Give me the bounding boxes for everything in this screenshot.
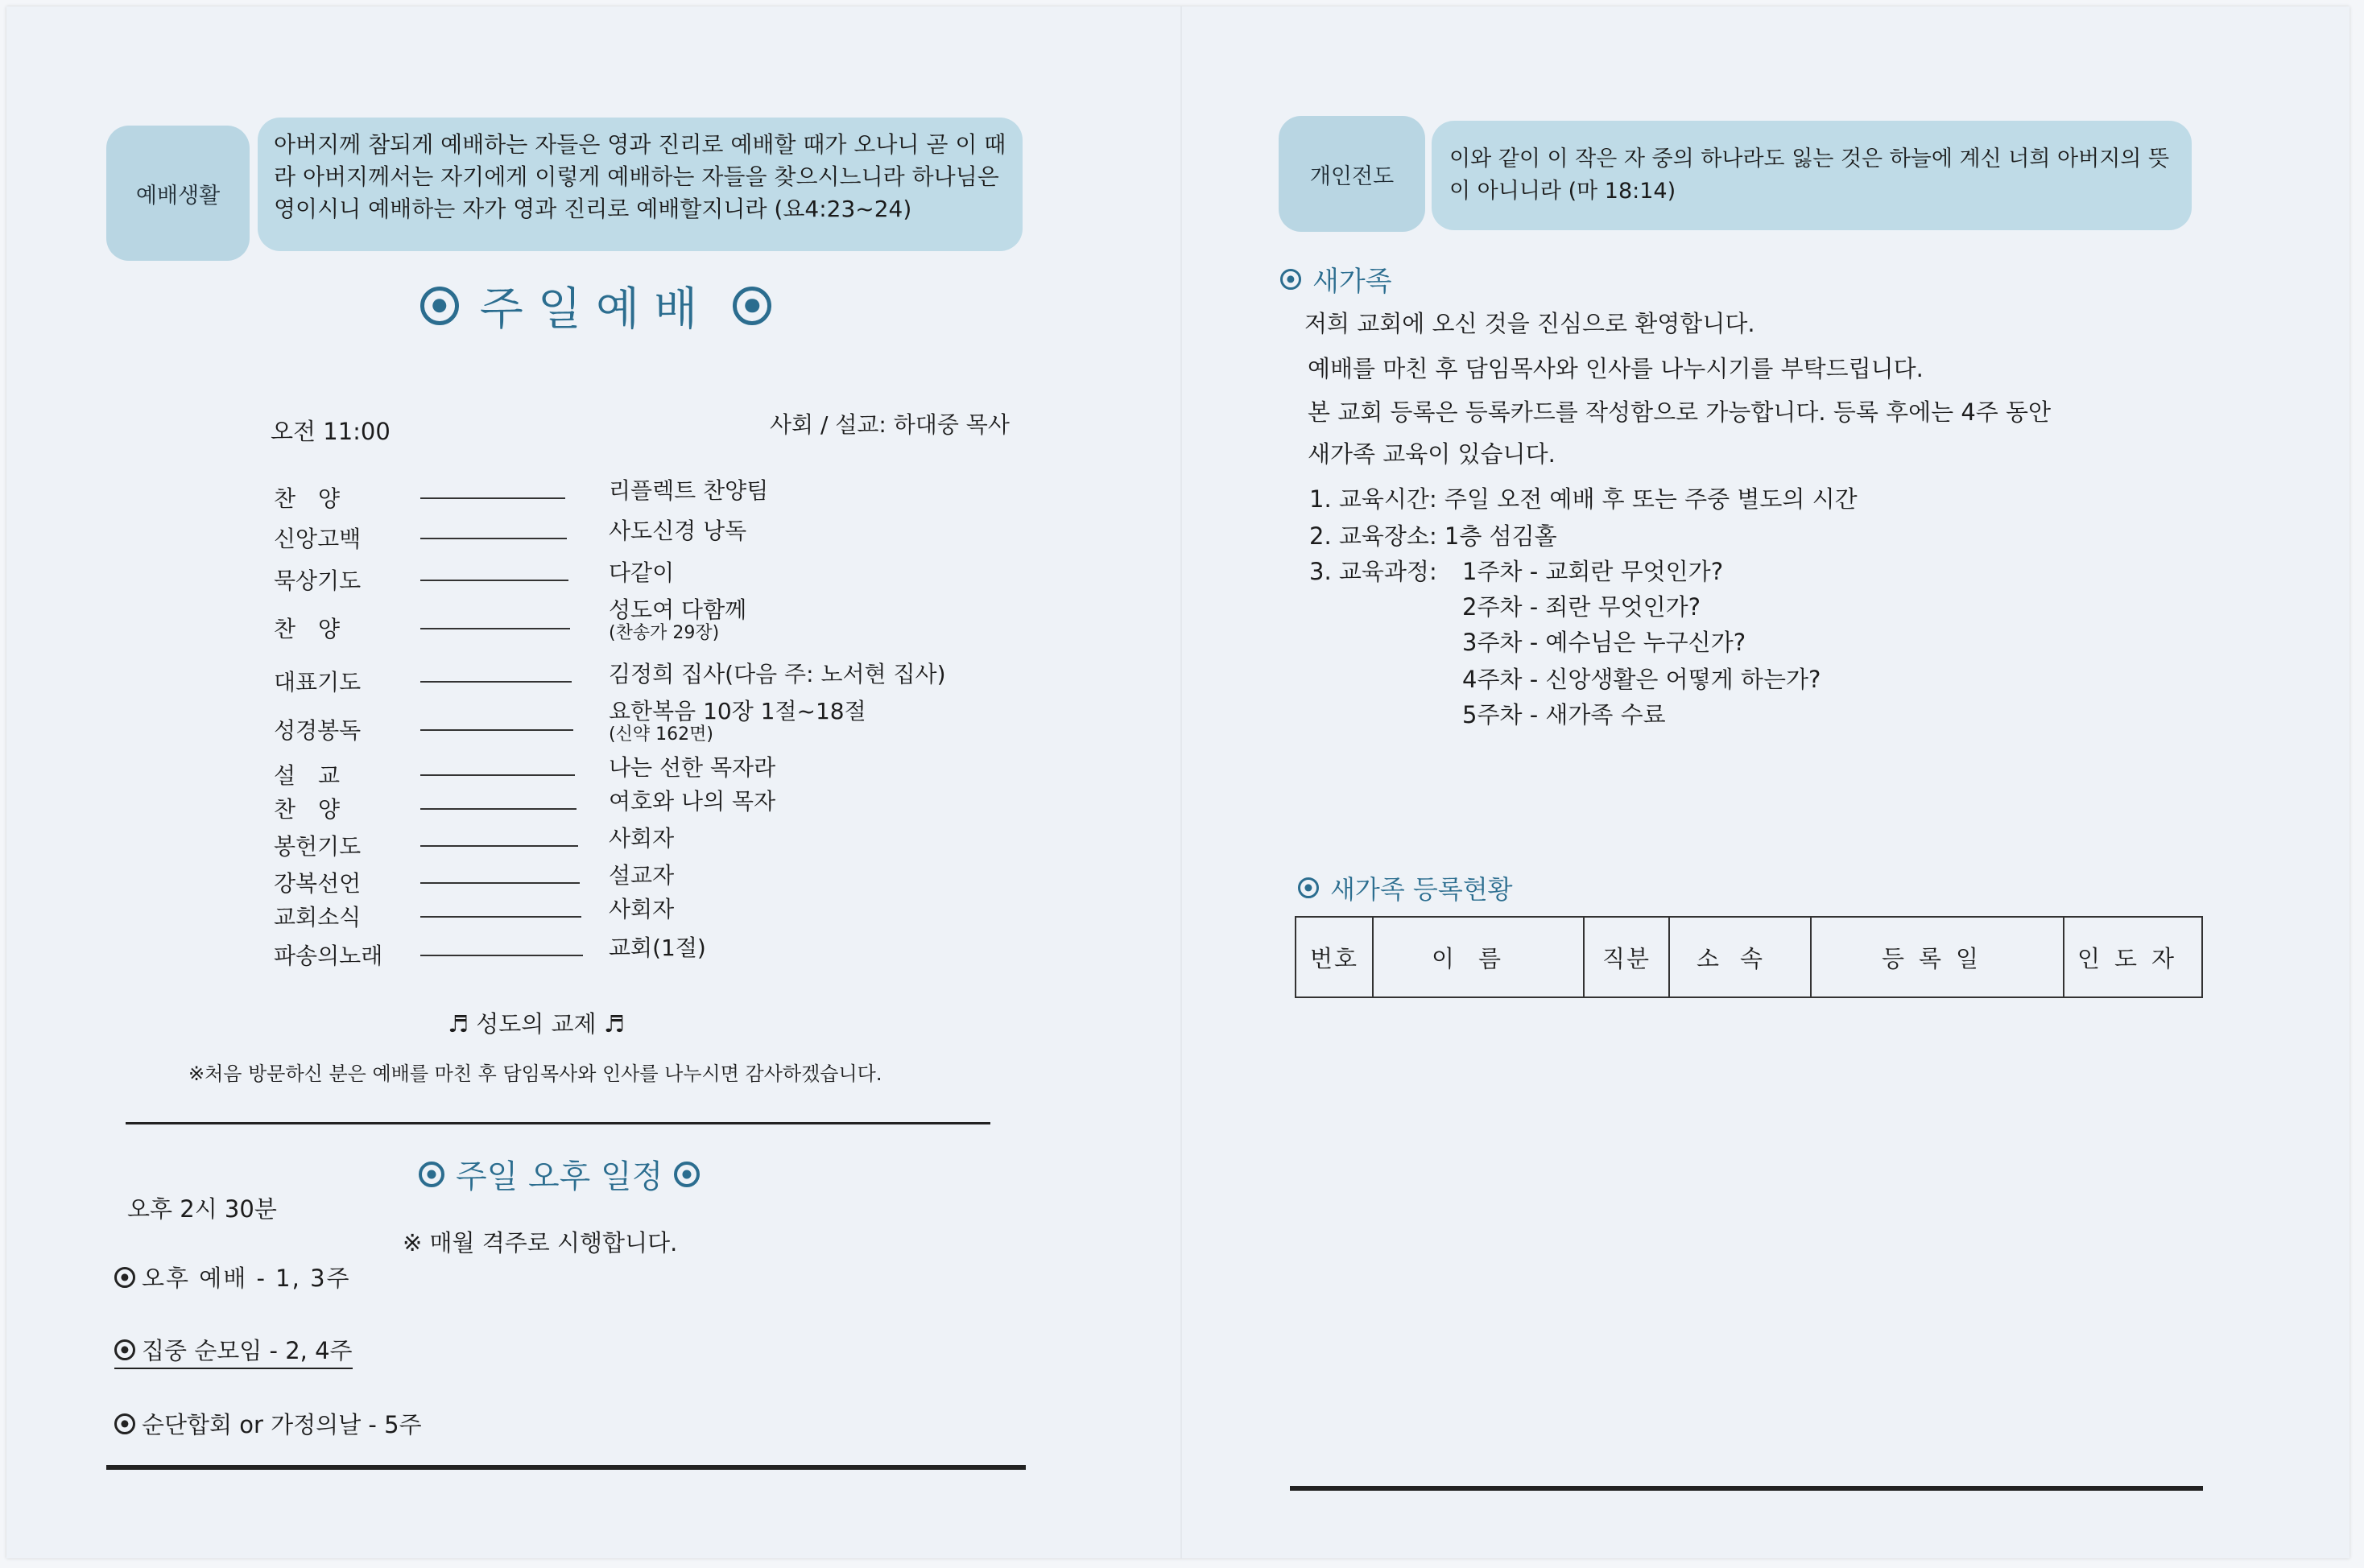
order-value-text: 여호와 나의 목자 [609, 788, 776, 815]
order-value [609, 662, 946, 687]
order-label: 강복선언 [274, 870, 362, 897]
newfamily-line: 예배를 마친 후 담임목사와 인사를 나누시기를 부탁드립니다. [1308, 355, 1924, 382]
bullet-icon [1298, 877, 1319, 898]
order-value-text: 사회자 [609, 825, 675, 852]
afternoon-title-text: 주일 오후 일정 [456, 1158, 663, 1195]
order-value [609, 518, 746, 544]
order-leader-line [420, 497, 565, 499]
order-label: 설 교 [274, 762, 341, 789]
order-leader-line [420, 580, 568, 581]
bullet-icon [419, 1162, 444, 1187]
order-value [609, 935, 706, 961]
registration-table [1295, 916, 2203, 998]
order-value [609, 560, 674, 586]
order-leader-line [420, 681, 572, 683]
newfamily-line: 새가족 교육이 있습니다. [1308, 440, 1556, 468]
bullet-icon [1280, 269, 1301, 290]
order-leader-line [420, 916, 581, 918]
order-value [609, 699, 866, 745]
order-value-text: 설교자 [609, 862, 675, 889]
bullet-icon [420, 287, 459, 325]
col-reg-date: 등록일 [1811, 917, 2064, 997]
fold-line [1180, 6, 1182, 1558]
order-value-text: 사도신경 낭독 [609, 518, 747, 544]
bullet-icon [114, 1339, 135, 1360]
service-time: 오전 11:00 [271, 418, 391, 445]
order-leader-line [420, 808, 577, 810]
education-course: 4주차 - 신앙생활은 어떻게 하는가? [1462, 666, 1821, 693]
newfamily-title-text: 새가족 [1312, 266, 1392, 298]
worship-verse: 아버지께 참되게 예배하는 자들은 영과 진리로 예배할 때가 오나니 곧 이 때라 아버지께서는 자기에게 이렇게 예배하는 자들을 찾으시느니라 하나님은 영이시니 예배하는 자가 영과 진리로 예배할지니라 (요4:23~24) [258, 118, 1023, 251]
education-course: 3주차 - 예수님은 누구신가? [1462, 629, 1746, 656]
bullet-icon [674, 1162, 700, 1187]
afternoon-item [114, 1333, 353, 1369]
order-label: 묵상기도 [274, 567, 362, 594]
order-label: 성경봉독 [274, 717, 362, 744]
afternoon-item-label: 순단합회 or 가정의날 - 5주 [142, 1411, 422, 1438]
order-leader-line [420, 729, 573, 731]
order-value [609, 597, 746, 644]
order-value-text: 김정희 집사(다음 주: 노서현 집사) [609, 661, 946, 687]
order-label: 파송의노래 [274, 943, 383, 969]
education-course: 1주차 - 교회란 무엇인가? [1462, 558, 1724, 585]
order-value-text: 리플렉트 찬양팀 [609, 477, 769, 504]
order-value-sub: (찬송가 29장) [609, 623, 720, 643]
service-leader: 사회 / 설교: 하대중 목사 [770, 411, 1010, 438]
order-value [609, 826, 674, 852]
education-course: 2주차 - 죄란 무엇인가? [1462, 593, 1701, 621]
order-value-text: 요한복음 10장 1절~18절 [609, 698, 866, 724]
col-guide: 인도자 [2064, 917, 2202, 997]
col-affiliation: 소속 [1669, 917, 1811, 997]
order-value-text: 나는 선한 목자라 [609, 754, 776, 781]
order-label: 찬 양 [274, 796, 341, 823]
order-label: 교회소식 [274, 904, 362, 930]
order-leader-line [420, 538, 567, 539]
afternoon-item [114, 1407, 422, 1440]
bottom-rule [1290, 1486, 2203, 1491]
afternoon-item [114, 1261, 351, 1294]
order-label: 찬 양 [274, 616, 341, 642]
newfamily-line: 본 교회 등록은 등록카드를 작성함으로 가능합니다. 등록 후에는 4주 동안 [1308, 398, 2052, 426]
order-label: 신앙고백 [274, 526, 362, 552]
evangelism-verse: 이와 같이 이 작은 자 중의 하나라도 잃는 것은 하늘에 계신 너희 아버지의 뜻이 아니니라 (마 18:14) [1432, 121, 2192, 230]
order-value [609, 863, 674, 889]
newfamily-line: 저희 교회에 오신 것을 진심으로 환영합니다. [1304, 310, 1755, 337]
table-header-row [1296, 917, 2202, 997]
order-leader-line [420, 882, 580, 884]
order-leader-line [420, 845, 578, 847]
order-leader-line [420, 955, 583, 956]
bullet-icon [733, 287, 771, 325]
afternoon-title [419, 1151, 700, 1197]
col-number: 번호 [1296, 917, 1373, 997]
order-label: 찬 양 [274, 485, 341, 512]
sunday-service-title-text: 주일예배 [479, 283, 713, 336]
order-value [609, 478, 768, 504]
newfamily-title [1280, 259, 1392, 299]
order-value [609, 897, 674, 922]
order-leader-line [420, 628, 570, 629]
divider [126, 1122, 990, 1124]
order-label: 봉헌기도 [274, 833, 362, 860]
visitor-notice: ※처음 방문하신 분은 예배를 마친 후 담임목사와 인사를 나누시면 감사하겠습니다. [188, 1063, 882, 1085]
order-label: 대표기도 [274, 669, 362, 695]
worship-life-tag: 예배생활 [106, 126, 250, 261]
registration-title-text: 새가족 등록현황 [1330, 874, 1513, 905]
education-course: 5주차 - 새가족 수료 [1462, 701, 1666, 728]
afternoon-item-label: 집중 순모임 - 2, 4주 [142, 1337, 353, 1364]
order-value-text: 사회자 [609, 896, 675, 922]
education-course-label: 3. 교육과정: [1309, 558, 1437, 585]
fellowship-label: ♬ 성도의 교제 ♬ [448, 1010, 625, 1038]
education-time: 1. 교육시간: 주일 오전 예배 후 또는 주중 별도의 시간 [1309, 485, 1858, 513]
order-value-text: 다같이 [609, 559, 675, 586]
bullet-icon [114, 1413, 135, 1434]
bullet-icon [114, 1267, 135, 1288]
order-value-text: 교회(1절) [609, 935, 706, 961]
education-place: 2. 교육장소: 1층 섬김홀 [1309, 522, 1557, 550]
order-value-text: 성도여 다함께 [609, 596, 747, 623]
sunday-service-title [419, 274, 773, 338]
col-position: 직분 [1584, 917, 1669, 997]
afternoon-item-label: 오후 예배 - 1, 3주 [142, 1265, 351, 1292]
afternoon-time: 오후 2시 30분 [127, 1195, 277, 1223]
order-value [609, 789, 775, 815]
evangelism-tag: 개인전도 [1279, 116, 1425, 232]
bottom-rule [106, 1465, 1026, 1470]
col-name: 이름 [1373, 917, 1584, 997]
order-value [609, 755, 775, 781]
afternoon-note: ※ 매월 격주로 시행합니다. [403, 1229, 678, 1256]
order-leader-line [420, 774, 575, 776]
order-value-sub: (신약 162면) [609, 724, 713, 745]
registration-title [1298, 869, 1513, 906]
